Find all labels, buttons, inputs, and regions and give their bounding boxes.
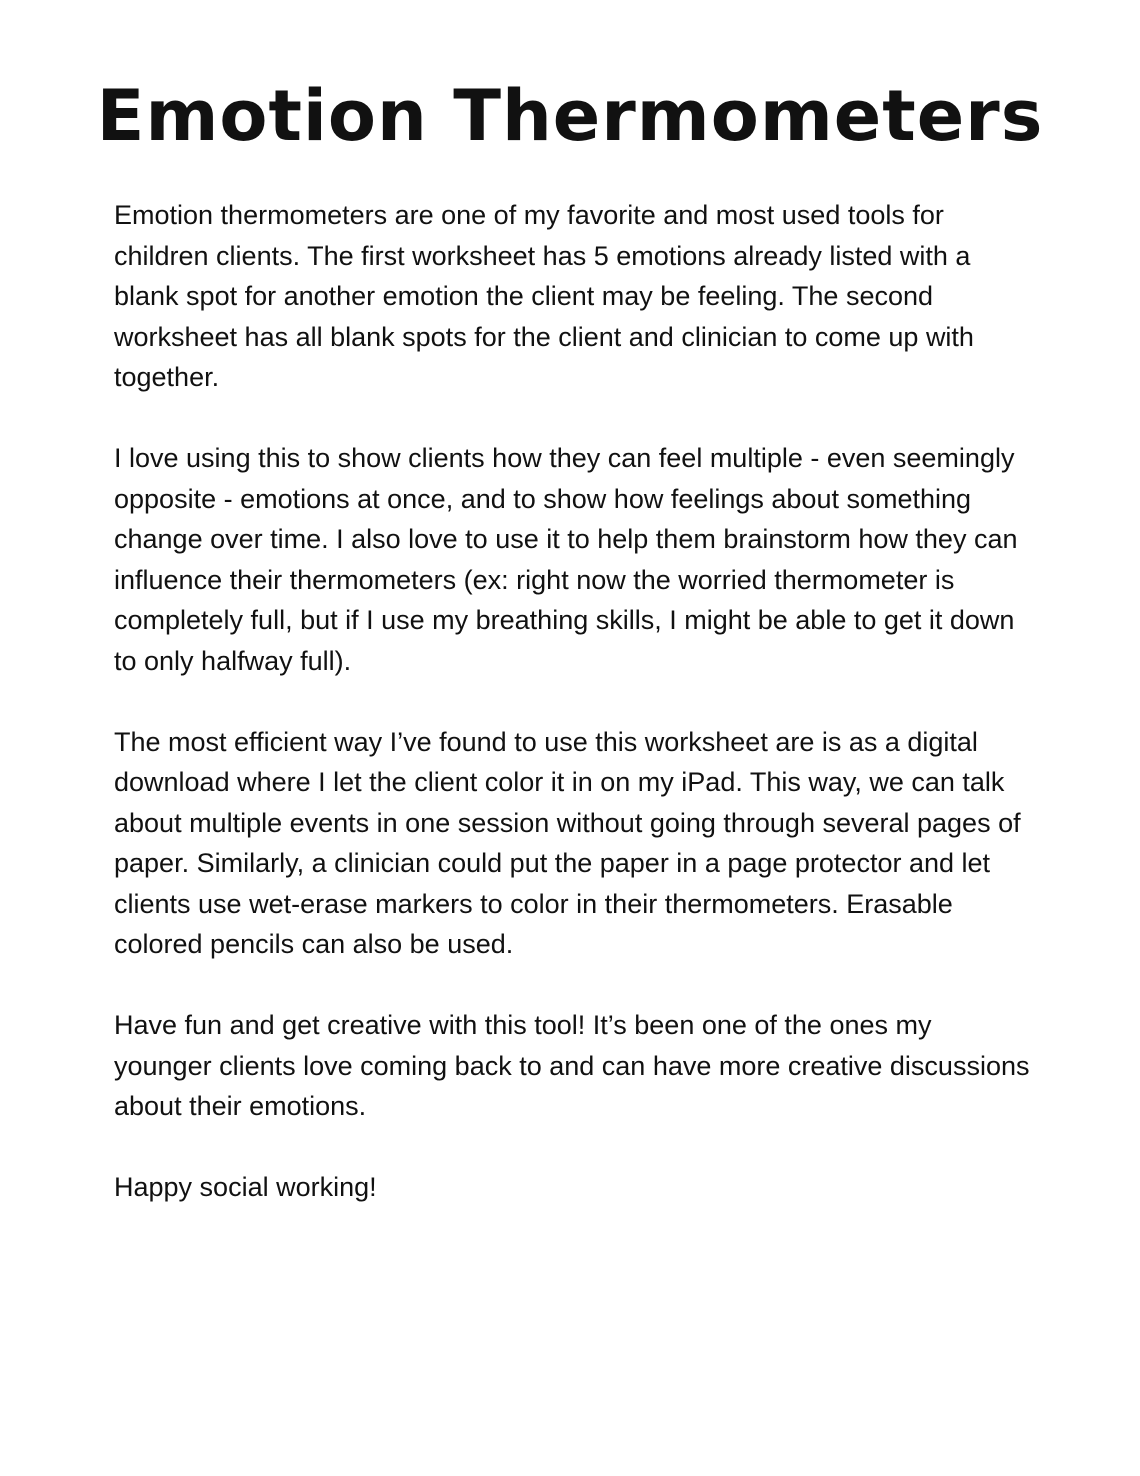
page-title: Emotion Thermometers — [96, 75, 1044, 157]
paragraph-encouragement: Have fun and get creative with this tool! It’s been one of the ones my younger clients love coming back to and can have more creative discussions about their emotions. — [114, 1010, 1030, 1121]
document-body — [114, 195, 1034, 1248]
paragraph-digital-tips: The most efficient way I’ve found to use this worksheet are is as a digital download where I let the client color it in on my iPad. This way, we can talk about multiple events in one session without going through several pages of paper. Similarly, a clinician could put the paper in a page protector and let clients use wet-erase markers to color in their thermometers. Erasable colored pencils can also be used. — [114, 726, 1021, 959]
paragraph-intro: Emotion thermometers are one of my favorite and most used tools for children clients. The first worksheet has 5 emotions already listed with a blank spot for another emotion the client may be feeling. The second worksheet has all blank spots for the client and clinician to come up with together. — [114, 200, 974, 392]
paragraph-signoff: Happy social working! — [114, 1172, 377, 1202]
paragraph-usage: I love using this to show clients how they can feel multiple - even seemingly opposite - emotions at once, and to show how feelings about something change over time. I also love to use it to help them brainstorm how they can influence their thermometers (ex: right now the worried thermometer is completely full, but if I use my breathing skills, I might be able to get it down to only halfway full). — [114, 443, 1018, 676]
